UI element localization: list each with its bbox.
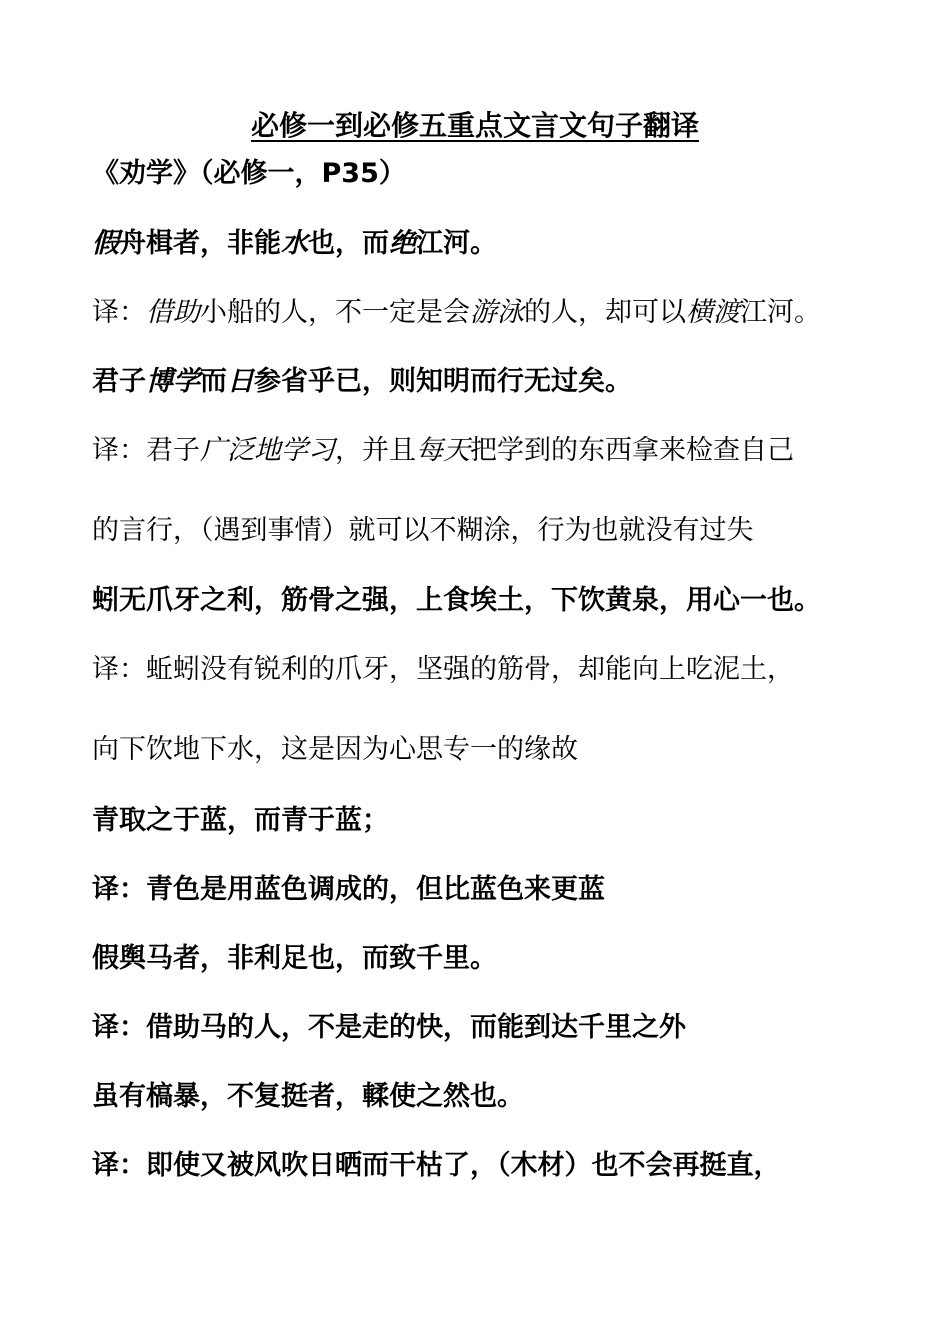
keyword-emphasis: 游泳 (470, 297, 524, 328)
text-segment: 译：青色是用蓝色调成的，但比蓝色来更蓝 (92, 874, 605, 905)
translation-sentence (92, 1148, 781, 1184)
text-segment: 译： (92, 435, 146, 466)
keyword-emphasis: 借助 (146, 297, 200, 328)
text-segment: 的言行，（遇到事情）就可以不糊涂，行为也就没有过失 (92, 515, 754, 546)
text-segment: 蚓无爪牙之利，筋骨之强，上食埃土，下饮黄泉，用心一也。 (92, 585, 821, 616)
text-segment: 译：即使又被风吹日晒而干枯了，（木材）也不会再挺直， (92, 1150, 781, 1181)
translation-continuation (92, 732, 578, 768)
original-sentence (92, 941, 497, 977)
text-segment: 君子 (92, 366, 146, 397)
text-segment: 青取之于蓝，而青于蓝； (92, 805, 389, 836)
text-segment: 译：蚯蚓没有锐利的爪牙，坚强的筋骨，却能向上吃泥土， (92, 654, 794, 685)
original-sentence (92, 803, 389, 839)
translation-sentence (92, 652, 794, 688)
text-segment: ，并且 (335, 435, 416, 466)
text-segment: 而 (200, 366, 227, 397)
text-segment: 译： (92, 297, 146, 328)
original-sentence (92, 583, 821, 619)
text-segment: 小船的人，不一定是会 (200, 297, 470, 328)
text-segment: 的人，却可以 (524, 297, 686, 328)
text-segment: 参省乎已，则知明而行无过矣。 (254, 366, 632, 397)
original-sentence (92, 226, 497, 262)
keyword-emphasis: 每天 (416, 435, 470, 466)
text-segment: 假舆马者，非利足也，而致千里。 (92, 943, 497, 974)
keyword-emphasis: 日 (227, 366, 254, 397)
translation-sentence (92, 295, 821, 331)
text-segment: 江河。 (740, 297, 821, 328)
translation-sentence (92, 433, 794, 469)
keyword-emphasis: 绝 (389, 228, 416, 259)
translation-sentence (92, 872, 605, 908)
keyword-emphasis: 假 (92, 228, 119, 259)
translation-sentence (92, 1010, 686, 1046)
text-segment: 舟楫者，非能 (119, 228, 281, 259)
text-segment: 译：借助马的人，不是走的快，而能到达千里之外 (92, 1012, 686, 1043)
original-sentence (92, 364, 632, 400)
text-segment: 君子 (146, 435, 200, 466)
keyword-emphasis: 水 (281, 228, 308, 259)
original-sentence (92, 1079, 524, 1115)
text-segment: 向下饮地下水，这是因为心思专一的缘故 (92, 734, 578, 765)
text-segment: 也，而 (308, 228, 389, 259)
section-heading: 《劝学》（必修一，P35） (92, 158, 406, 189)
document-title: 必修一到必修五重点文言文句子翻译 (250, 109, 699, 142)
text-segment: 虽有槁暴，不复挺者，輮使之然也。 (92, 1081, 524, 1112)
text-segment: 把学到的东西拿来检查自己 (470, 435, 794, 466)
text-segment: 江河。 (416, 228, 497, 259)
translation-continuation (92, 513, 754, 549)
keyword-emphasis: 横渡 (686, 297, 740, 328)
keyword-emphasis: 广泛地学习 (200, 435, 335, 466)
keyword-emphasis: 博学 (146, 366, 200, 397)
